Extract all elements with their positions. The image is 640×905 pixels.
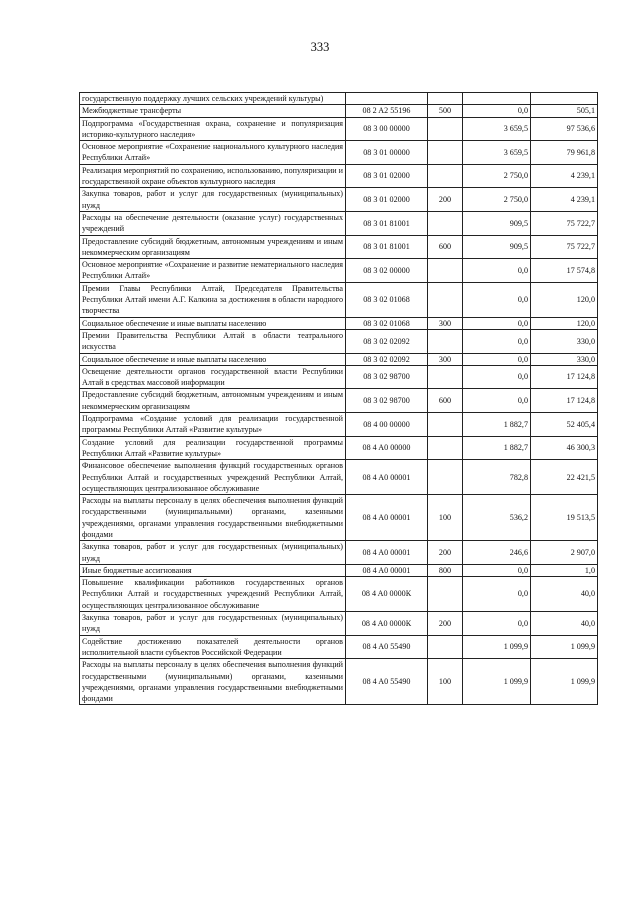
row-name: государственную поддержку лучших сельских учреждений культуры) [80,93,346,105]
amount-year-2: 1 099,9 [531,635,598,659]
row-name: Создание условий для реализации государственной программы Республики Алтай «Развитие культуры» [80,436,346,460]
expense-type-code [428,329,463,353]
amount-year-1: 0,0 [463,365,531,389]
amount-year-2: 17 124,8 [531,389,598,413]
amount-year-2: 97 536,6 [531,117,598,141]
expense-type-code [428,211,463,235]
amount-year-2: 79 961,8 [531,141,598,165]
amount-year-1: 0,0 [463,577,531,612]
row-name: Освещение деятельности органов государственной власти Республики Алтай в средствах массовой информации [80,365,346,389]
amount-year-1: 1 882,7 [463,436,531,460]
amount-year-2: 19 513,5 [531,495,598,541]
table-row [80,413,598,437]
expense-type-code [428,577,463,612]
target-article-code: 08 3 02 02092 [346,329,428,353]
table-row [80,612,598,636]
table-row [80,541,598,565]
row-name: Содействие достижению показателей деятельности органов исполнительной власти субъектов Российской Федерации [80,635,346,659]
row-name: Основное мероприятие «Сохранение и развитие нематериального наследия Республики Алтай» [80,259,346,283]
table-row [80,635,598,659]
amount-year-1: 246,6 [463,541,531,565]
amount-year-1: 0,0 [463,329,531,353]
amount-year-1: 1 882,7 [463,413,531,437]
amount-year-2: 4 239,1 [531,188,598,212]
row-name: Расходы на выплаты персоналу в целях обеспечения выполнения функций государственными (муниципальными) органами, казенными учреждениями, органами управления государственными внебюджетными фондами [80,495,346,541]
table-row [80,577,598,612]
target-article-code: 08 3 01 02000 [346,188,428,212]
expense-type-code [428,365,463,389]
target-article-code: 08 4 A0 00001 [346,460,428,495]
expense-type-code: 200 [428,541,463,565]
target-article-code: 08 4 A0 00001 [346,541,428,565]
amount-year-1: 909,5 [463,211,531,235]
target-article-code: 08 4 A0 55490 [346,635,428,659]
table-row [80,93,598,105]
amount-year-1: 3 659,5 [463,141,531,165]
amount-year-2: 1 099,9 [531,659,598,705]
expense-type-code [428,141,463,165]
amount-year-1: 0,0 [463,259,531,283]
amount-year-2: 40,0 [531,612,598,636]
row-name: Предоставление субсидий бюджетным, автономным учреждениям и иным некоммерческим организациям [80,389,346,413]
expense-type-code [428,413,463,437]
amount-year-2: 330,0 [531,353,598,365]
amount-year-1: 2 750,0 [463,188,531,212]
table-row [80,365,598,389]
amount-year-2: 4 239,1 [531,164,598,188]
expense-type-code: 100 [428,495,463,541]
expense-type-code [428,164,463,188]
table-row [80,259,598,283]
target-article-code: 08 3 02 01068 [346,317,428,329]
budget-table [79,92,598,705]
expense-type-code: 600 [428,389,463,413]
target-article-code: 08 4 00 00000 [346,413,428,437]
table-row [80,117,598,141]
row-name: Подпрограмма «Государственная охрана, сохранение и популяризация историко-культурного наследия» [80,117,346,141]
amount-year-1: 0,0 [463,317,531,329]
amount-year-2: 1,0 [531,564,598,576]
expense-type-code [428,460,463,495]
amount-year-2: 120,0 [531,282,598,317]
target-article-code: 08 3 01 81001 [346,235,428,259]
amount-year-2: 330,0 [531,329,598,353]
amount-year-2: 17 574,8 [531,259,598,283]
target-article-code: 08 3 00 00000 [346,117,428,141]
row-name: Подпрограмма «Создание условий для реализации государственной программы Республики Алтай «Развитие культуры» [80,413,346,437]
amount-year-2: 52 405,4 [531,413,598,437]
row-name: Премии Правительства Республики Алтай в области театрального искусства [80,329,346,353]
target-article-code: 08 4 A0 00001 [346,564,428,576]
target-article-code: 08 3 01 02000 [346,164,428,188]
table-row [80,282,598,317]
expense-type-code [428,259,463,283]
table-row [80,659,598,705]
expense-type-code: 800 [428,564,463,576]
amount-year-2: 46 300,3 [531,436,598,460]
target-article-code: 08 2 A2 55196 [346,105,428,117]
table-row [80,329,598,353]
amount-year-2: 505,1 [531,105,598,117]
expense-type-code [428,93,463,105]
target-article-code [346,93,428,105]
expense-type-code [428,117,463,141]
amount-year-1: 0,0 [463,612,531,636]
table-row [80,188,598,212]
amount-year-2: 75 722,7 [531,211,598,235]
target-article-code: 08 4 A0 0000К [346,612,428,636]
table-row [80,353,598,365]
table-row [80,564,598,576]
expense-type-code: 200 [428,612,463,636]
target-article-code: 08 3 02 01068 [346,282,428,317]
expense-type-code [428,436,463,460]
row-name: Расходы на выплаты персоналу в целях обеспечения выполнения функций государственными (муниципальными) органами, казенными учреждениями, органами управления государственными внебюджетными фондами [80,659,346,705]
target-article-code: 08 4 A0 00000 [346,436,428,460]
target-article-code: 08 4 A0 00001 [346,495,428,541]
row-name: Реализация мероприятий по сохранению, использованию, популяризации и государственной охране объектов культурного наследия [80,164,346,188]
amount-year-2: 22 421,5 [531,460,598,495]
expense-type-code [428,635,463,659]
table-row [80,495,598,541]
amount-year-1: 0,0 [463,105,531,117]
amount-year-1: 2 750,0 [463,164,531,188]
table-row [80,164,598,188]
expense-type-code: 100 [428,659,463,705]
table-row [80,460,598,495]
row-name: Премии Главы Республики Алтай, Председателя Правительства Республики Алтай имени А.Г. Калкина за достижения в области народного творчества [80,282,346,317]
row-name: Закупка товаров, работ и услуг для государственных (муниципальных) нужд [80,541,346,565]
row-name: Предоставление субсидий бюджетным, автономным учреждениям и иным некоммерческим организациям [80,235,346,259]
row-name: Расходы на обеспечение деятельности (оказание услуг) государственных учреждений [80,211,346,235]
row-name: Иные бюджетные ассигнования [80,564,346,576]
expense-type-code: 600 [428,235,463,259]
target-article-code: 08 4 A0 0000К [346,577,428,612]
amount-year-1: 0,0 [463,282,531,317]
amount-year-2: 2 907,0 [531,541,598,565]
target-article-code: 08 3 02 98700 [346,365,428,389]
page-number: 333 [310,40,330,54]
expense-type-code: 300 [428,353,463,365]
amount-year-2: 17 124,8 [531,365,598,389]
row-name: Социальное обеспечение и иные выплаты населению [80,317,346,329]
amount-year-2 [531,93,598,105]
amount-year-1: 0,0 [463,353,531,365]
row-name: Основное мероприятие «Сохранение национального культурного наследия Республики Алтай» [80,141,346,165]
expense-type-code: 200 [428,188,463,212]
amount-year-1 [463,93,531,105]
amount-year-1: 1 099,9 [463,635,531,659]
amount-year-2: 40,0 [531,577,598,612]
amount-year-1: 1 099,9 [463,659,531,705]
target-article-code: 08 3 02 02092 [346,353,428,365]
target-article-code: 08 3 01 81001 [346,211,428,235]
target-article-code: 08 3 02 98700 [346,389,428,413]
table-row [80,105,598,117]
table-row [80,235,598,259]
row-name: Социальное обеспечение и иные выплаты населению [80,353,346,365]
target-article-code: 08 4 A0 55490 [346,659,428,705]
table-row [80,436,598,460]
row-name: Закупка товаров, работ и услуг для государственных (муниципальных) нужд [80,612,346,636]
expense-type-code: 500 [428,105,463,117]
amount-year-2: 75 722,7 [531,235,598,259]
expense-type-code: 300 [428,317,463,329]
table-row [80,317,598,329]
row-name: Повышение квалификации работников государственных органов Республики Алтай и государственных учреждений Республики Алтай, осуществляющих централизованное обслуживание [80,577,346,612]
table-row [80,389,598,413]
row-name: Межбюджетные трансферты [80,105,346,117]
amount-year-1: 782,8 [463,460,531,495]
table-row [80,141,598,165]
expense-type-code [428,282,463,317]
amount-year-1: 0,0 [463,389,531,413]
amount-year-1: 909,5 [463,235,531,259]
amount-year-1: 3 659,5 [463,117,531,141]
table-row [80,211,598,235]
amount-year-1: 0,0 [463,564,531,576]
target-article-code: 08 3 01 00000 [346,141,428,165]
target-article-code: 08 3 02 00000 [346,259,428,283]
amount-year-2: 120,0 [531,317,598,329]
row-name: Финансовое обеспечение выполнения функций государственных органов Республики Алтай и государственных учреждений Республики Алтай, осуществляющих централизованное обслуживание [80,460,346,495]
row-name: Закупка товаров, работ и услуг для государственных (муниципальных) нужд [80,188,346,212]
amount-year-1: 536,2 [463,495,531,541]
